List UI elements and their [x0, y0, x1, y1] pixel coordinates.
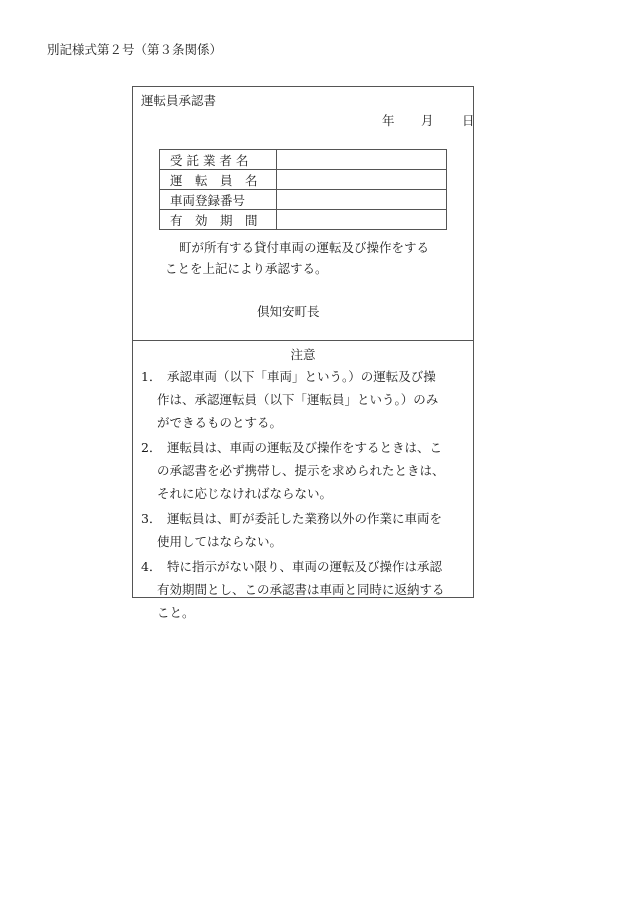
list-item	[141, 436, 469, 505]
note-line: 作は、承認運転員（以下「運転員」という。）のみ	[157, 392, 439, 407]
table-row	[160, 190, 447, 210]
date-month-label: 月	[421, 113, 434, 128]
contractor-name-value	[277, 150, 447, 170]
note-line: 有効期間とし、この承認書は車両と同時に返納する	[157, 582, 445, 597]
info-table	[159, 149, 447, 230]
table-row	[160, 170, 447, 190]
contractor-name-label: 受 託 業 者 名	[160, 150, 277, 170]
form-number-label: 別記様式第２号（第３条関係）	[47, 42, 223, 57]
vehicle-registration-value	[277, 190, 447, 210]
operator-name-label: 運 転 員 名	[160, 170, 277, 190]
note-line: 承認車両（以下「車両」という。）の運転及び操	[167, 369, 436, 384]
certificate-upper-section	[133, 87, 473, 341]
table-row	[160, 210, 447, 230]
note-line: こと。	[157, 605, 195, 620]
note-number: 2．	[141, 440, 162, 455]
approval-statement	[165, 237, 455, 279]
approval-line: ことを上記により承認する。	[165, 261, 328, 276]
list-item	[141, 555, 469, 624]
date-day-label: 日	[462, 113, 475, 128]
notes-heading: 注意	[290, 347, 316, 362]
notes-list	[141, 365, 469, 624]
date-year-label: 年	[382, 113, 395, 128]
note-line: の承認書を必ず携帯し、提示を求められたときは、	[157, 463, 445, 478]
note-line: 特に指示がない限り、車両の運転及び操作は承認	[167, 559, 443, 574]
note-line: 運転員は、町が委託した業務以外の作業に車両を	[167, 511, 443, 526]
operator-name-value	[277, 170, 447, 190]
approval-certificate-frame	[132, 86, 475, 620]
note-line: 使用してはならない。	[157, 534, 283, 549]
validity-period-value	[277, 210, 447, 230]
note-number: 1．	[141, 369, 162, 384]
note-number: 3．	[141, 511, 162, 526]
vehicle-registration-label: 車両登録番号	[160, 190, 277, 210]
signer-name: 倶知安町長	[257, 304, 320, 319]
validity-period-label: 有 効 期 間	[160, 210, 277, 230]
note-number: 4．	[141, 559, 162, 574]
document-title: 運転員承認書	[141, 93, 217, 108]
note-line: 運転員は、車両の運転及び操作をするときは、こ	[167, 440, 443, 455]
list-item	[141, 365, 469, 434]
approval-line: 町が所有する貸付車両の運転及び操作をする	[179, 240, 430, 255]
note-line: それに応じなければならない。	[157, 486, 333, 501]
table-row	[160, 150, 447, 170]
list-item	[141, 507, 469, 553]
note-line: ができるものとする。	[157, 415, 283, 430]
